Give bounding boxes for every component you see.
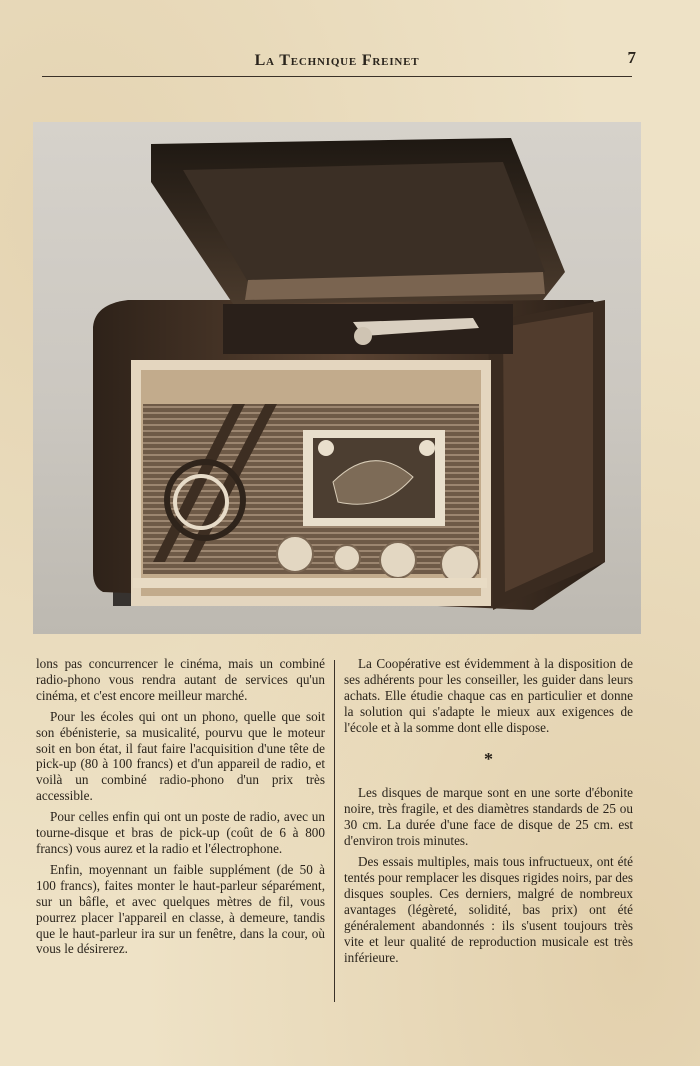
paragraph: lons pas concurrencer le cinéma, mais un combiné radio-phono vous rendra autant de services qu'un cinéma, et c'est encore meilleur marché.	[36, 656, 325, 703]
journal-title: La Technique Freinet	[254, 52, 420, 69]
paragraph: Pour celles enfin qui ont un poste de radio, avec un tourne-disque et bras de pick-up (coût de 6 à 800 francs) vous aurez et la radio et l'électrophone.	[36, 809, 325, 856]
paragraph: Les disques de marque sont en une sorte d'ébonite noire, très fragile, et des diamètres standards de 25 ou 30 cm. La durée d'une face de disque de 25 cm. est d'environ trois minutes.	[344, 785, 633, 849]
section-separator: *	[484, 748, 493, 769]
radio-phono-illustration	[33, 122, 641, 634]
radio-phono-photo	[33, 122, 641, 634]
left-column	[36, 656, 325, 962]
paragraph: Des essais multiples, mais tous infructueux, ont été tentés pour remplacer les disques rigides noirs, par des disques souples. Ces derniers, malgré de nombreux avantages (légèreté, solidité, bas prix) ont été généralement abandonnés : ils s'usent toujours très vite et leur qualité de reproduction musicale est très inférieure.	[344, 854, 633, 965]
paragraph: Pour les écoles qui ont un phono, quelle que soit son ébénisterie, sa musicalité, pourvu que le moteur soit en bon état, il faut faire l'acquisition d'une tête de pick-up (80 à 100 francs) et d'un appareil de radio, et voilà un combiné radio-phono d'un prix très accessible.	[36, 708, 325, 804]
paragraph: La Coopérative est évidemment à la disposition de ses adhérents pour les conseiller, les guider dans leurs achats. Elle étudie chaque cas en particulier et donne la solution qui s'adapte le mieux aux exigences de l'école et à la somme dont elle dispose.	[344, 656, 633, 735]
column-divider	[334, 660, 335, 1002]
page-number: 7	[627, 48, 636, 67]
right-column	[344, 656, 633, 970]
running-header	[42, 48, 636, 77]
paragraph: Enfin, moyennant un faible supplément (de 50 à 100 francs), faites monter le haut-parleur séparément, sur un bâfle, et avec quelques mètres de fil, vous pourrez placer l'appareil en classe, à demeure, tandis que le haut-parleur ira sur un fenêtre, dans la cour, où vous le désirerez.	[36, 861, 325, 957]
